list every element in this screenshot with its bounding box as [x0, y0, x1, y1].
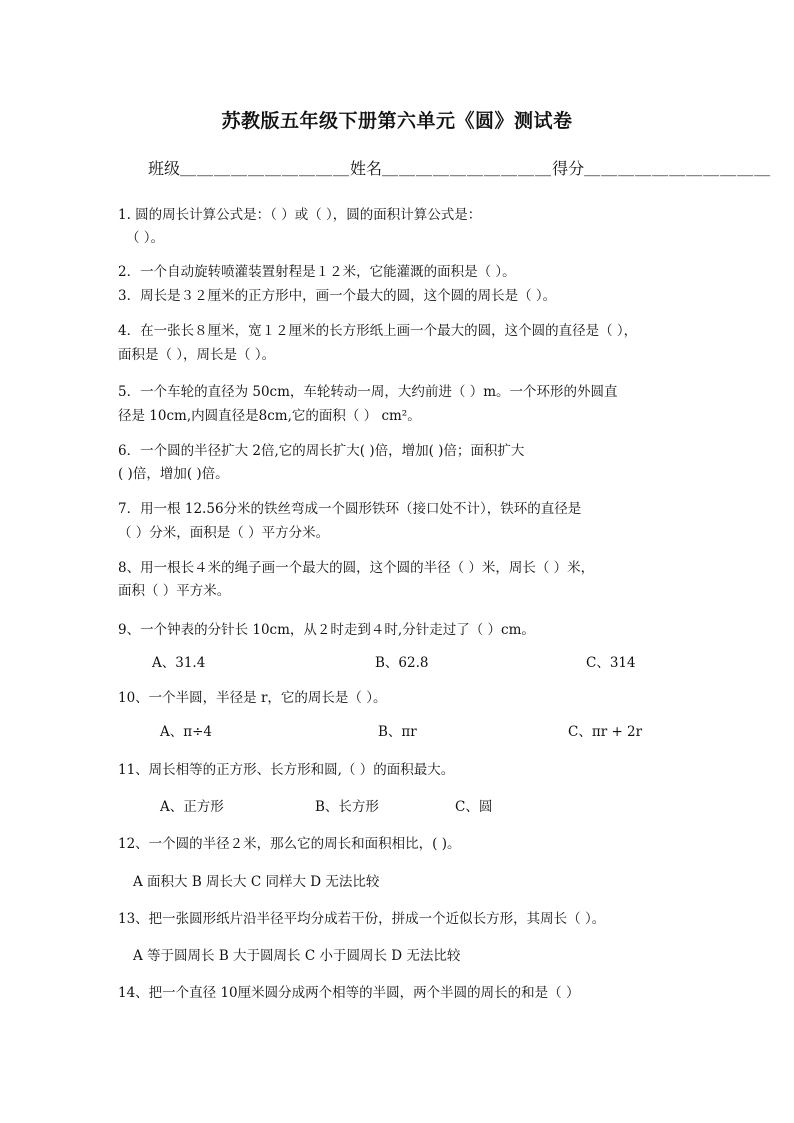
- question-3: 3．周长是３２厘米的正方形中，画一个最大的圆，这个圆的周长是（ ）。: [118, 288, 557, 304]
- name-blank: ＿＿＿＿＿＿＿＿＿＿: [382, 159, 553, 178]
- question-5-line-1: 5．一个车轮的直径为 50cm，车轮转动一周，大约前进（ ）m。一个环形的外圆直: [118, 384, 618, 400]
- question-6-line-1: 6．一个圆的半径扩大 2倍,它的周长扩大( )倍，增加( )倍；面积扩大: [118, 443, 525, 459]
- question-13-options: A 等于圆周长 B 大于圆周长 C 小于圆周长 D 无法比较: [133, 948, 461, 964]
- question-10: 10、一个半圆，半径是 r，它的周长是（ ）。: [118, 690, 387, 706]
- question-9-option-b: B、62.8: [375, 655, 429, 671]
- page-title: 苏教版五年级下册第六单元《圆》测试卷: [221, 110, 573, 132]
- question-7-line-2: （ ）分米，面积是（ ）平方分米。: [118, 525, 330, 541]
- name-label: 姓名: [350, 159, 383, 178]
- question-1-line-2: （ ）。: [126, 230, 165, 246]
- question-10-option-c: C、πr + 2r: [568, 724, 643, 740]
- question-4-line-2: 面积是（ ），周长是（ ）。: [118, 347, 276, 363]
- question-5-line-2: 径是 10cm,内圆直径是8cm,它的面积（ ） cm²。: [118, 408, 421, 424]
- question-9-option-a: A、31.4: [152, 655, 206, 671]
- question-11-option-a: A、正方形: [160, 799, 224, 815]
- question-11-option-b: B、长方形: [315, 799, 379, 815]
- question-6-line-2: ( )倍，增加( )倍。: [118, 466, 229, 482]
- question-9-option-c: C、314: [586, 655, 636, 671]
- question-13: 13、把一张圆形纸片沿半径平均分成若干份，拼成一个近似长方形，其周长（ ）。: [118, 911, 606, 927]
- question-8-line-1: 8、用一根长４米的绳子画一个最大的圆，这个圆的半径（ ）米，周长（ ）米，: [118, 560, 595, 576]
- student-info-line: [148, 156, 771, 179]
- question-8-line-2: 面积（ ）平方米。: [118, 583, 231, 599]
- question-1-line-1: 1. 圆的周长计算公式是：（ ）或（ ），圆的面积计算公式是：: [118, 207, 482, 223]
- class-label: 班级: [148, 159, 181, 178]
- question-14: 14、把一个直径 10厘米圆分成两个相等的半圆，两个半圆的周长的和是（ ）: [118, 985, 580, 1001]
- question-2: 2．一个自动旋转喷灌装置射程是１２米，它能灌溉的面积是（ ）。: [118, 264, 516, 280]
- question-12-options: A 面积大 B 周长大 C 同样大 D 无法比较: [133, 874, 380, 890]
- question-11-option-c: C、圆: [455, 799, 493, 815]
- class-blank: ＿＿＿＿＿＿＿＿＿＿: [180, 159, 351, 178]
- question-10-option-b: B、πr: [378, 724, 417, 740]
- question-12: 12、一个圆的半径２米，那么它的周长和面积相比，( )。: [118, 836, 461, 852]
- question-11: 11、周长相等的正方形、长方形和圆,（ ）的面积最大。: [118, 762, 455, 778]
- question-7-line-1: 7．用一根 12.56分米的铁丝弯成一个圆形铁环（接口处不计），铁环的直径是: [118, 501, 582, 517]
- question-9: 9、一个钟表的分针长 10cm，从２时走到４时,分针走过了（ ）cm。: [118, 622, 535, 638]
- question-4-line-1: 4．在一张长８厘米，宽１２厘米的长方形纸上画一个最大的圆，这个圆的直径是（ ），: [118, 323, 638, 339]
- score-blank: ＿＿＿＿＿＿＿＿＿＿＿: [584, 159, 772, 178]
- score-label: 得分: [552, 159, 585, 178]
- question-10-option-a: A、π÷4: [160, 724, 213, 740]
